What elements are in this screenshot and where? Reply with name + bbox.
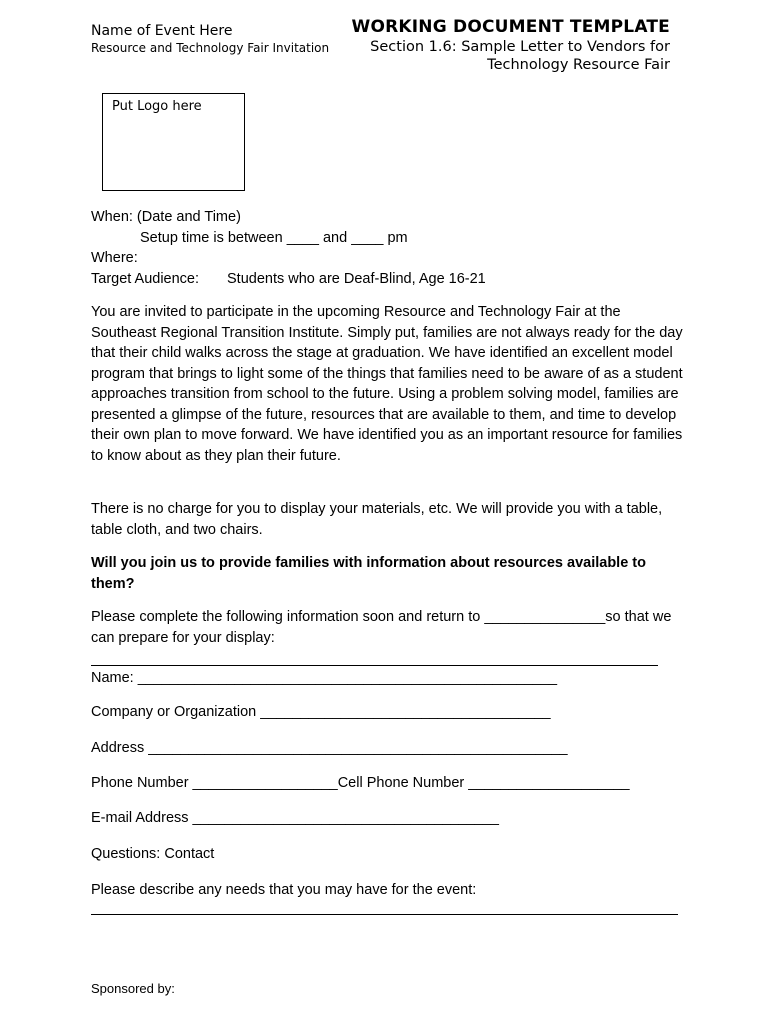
document-title: WORKING DOCUMENT TEMPLATE [351, 17, 670, 37]
logo-placeholder [102, 93, 245, 191]
company-field: Company or Organization ____________________________________ [91, 704, 551, 720]
section-heading [340, 38, 670, 73]
email-field: E-mail Address ______________________________________ [91, 810, 499, 826]
invitation-paragraph: You are invited to participate in the upcoming Resource and Technology Fair at the Southeast Regional Transition Institute. Simply put, families are not always ready for the day that their child walks across the stage at graduation. We have identified an excellent model program that brings to light some of the things that families need to be aware of as a student approaches transition from school to the future. Using a problem solving model, families are presented a glimpse of the future, resources that are available to them, and time to develop their own plan to move forward. We have identified you as an important resource for families to know about as they plan their future. [91, 304, 683, 464]
join-question: Will you join us to provide families with information about resources available to them? [91, 555, 646, 592]
sponsored-by: Sponsored by: [91, 981, 175, 996]
header-right [340, 16, 670, 73]
audience-line [91, 269, 486, 290]
logo-placeholder-text: Put Logo here [112, 99, 202, 114]
separator-line [91, 665, 658, 666]
instructions-paragraph: Please complete the following information soon and return to _______________so that we can prepare for your display: [91, 609, 672, 646]
name-field: Name: ____________________________________________________ [91, 670, 558, 686]
needs-answer-line [91, 914, 678, 915]
address-field: Address ____________________________________________________ [91, 740, 568, 756]
where-line: Where: [91, 250, 138, 266]
phone-field: Phone Number __________________Cell Phone Number ____________________ [91, 775, 630, 791]
event-details [91, 207, 486, 289]
when-line: When: (Date and Time) [91, 209, 241, 225]
audience-label: Target Audience: [91, 270, 200, 287]
questions-contact: Questions: Contact [91, 846, 215, 862]
section-label: Section 1.6: Sample Letter to Vendors for [370, 39, 670, 55]
no-charge-paragraph: There is no charge for you to display your materials, etc. We will provide you with a table, table cloth, and two chairs. [91, 501, 663, 538]
event-name: Name of Event Here [91, 23, 233, 39]
audience-value: Students who are Deaf-Blind, Age 16-21 [227, 270, 486, 287]
section-label-continued: Technology Resource Fair [487, 57, 670, 73]
setup-line: Setup time is between ____ and ____ pm [140, 229, 408, 246]
header-left [91, 22, 329, 56]
needs-prompt: Please describe any needs that you may have for the event: [91, 882, 477, 898]
fair-invitation-label: Resource and Technology Fair Invitation [91, 41, 330, 55]
